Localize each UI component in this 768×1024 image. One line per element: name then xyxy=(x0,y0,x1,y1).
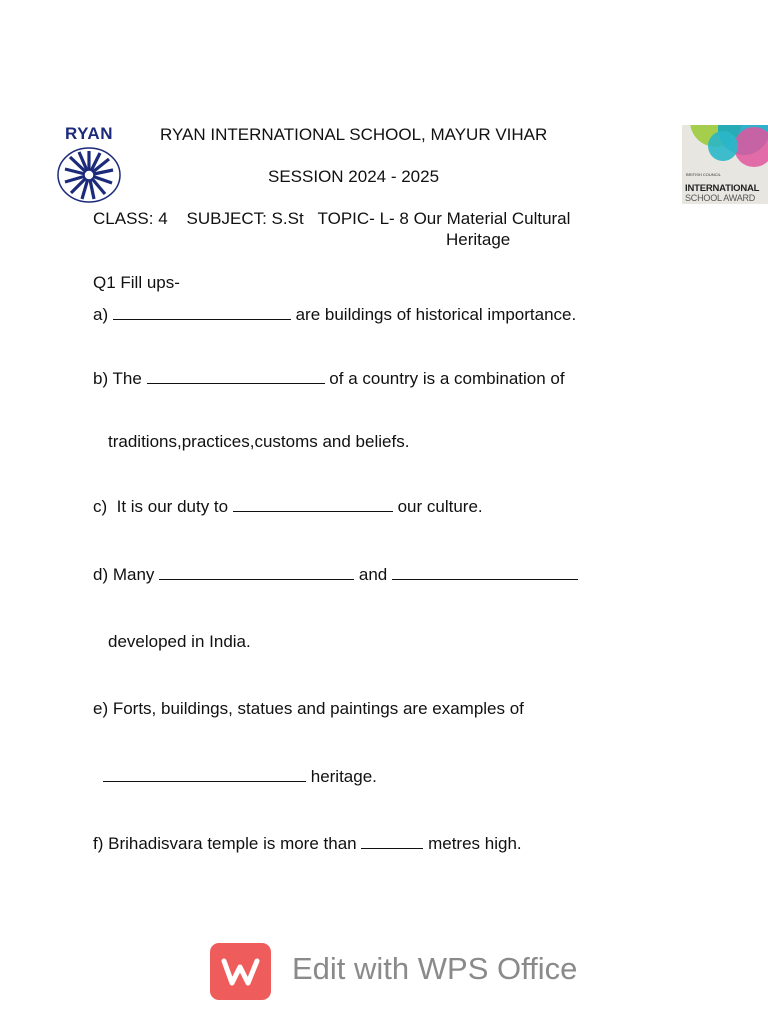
british-council-label: BRITISH COUNCIL xyxy=(686,172,721,177)
question-b-suffix: of a country is a combination of xyxy=(329,369,565,388)
award-line-2: SCHOOL AWARD xyxy=(685,193,756,203)
question-c-suffix: our culture. xyxy=(397,497,483,516)
wps-w-icon xyxy=(210,943,271,1000)
question-b-line2: traditions,practices,customs and beliefs. xyxy=(108,432,410,451)
wps-logo[interactable] xyxy=(210,943,271,1000)
question-c xyxy=(93,497,483,517)
question-f xyxy=(93,834,522,854)
question-a xyxy=(93,305,576,325)
question-d xyxy=(93,565,578,585)
question-a-prefix: a) xyxy=(93,305,109,324)
question-d-line2: developed in India. xyxy=(108,632,251,651)
ryan-logo xyxy=(50,124,128,204)
international-school-award-badge xyxy=(682,125,768,204)
topic-continuation: Heritage xyxy=(446,230,511,249)
question-d-middle: and xyxy=(358,565,388,584)
answer-blank-a[interactable] xyxy=(113,305,291,320)
section-title: Q1 Fill ups- xyxy=(93,273,180,292)
question-f-suffix: metres high. xyxy=(428,834,522,853)
question-e-line1: e) Forts, buildings, statues and paintings are examples of xyxy=(93,699,524,718)
question-f-prefix: f) Brihadisvara temple is more than xyxy=(93,834,357,853)
question-e-suffix: heritage. xyxy=(310,767,377,786)
wps-edit-label[interactable]: Edit with WPS Office xyxy=(292,951,578,986)
answer-blank-d1[interactable] xyxy=(159,565,354,580)
answer-blank-f[interactable] xyxy=(361,834,423,849)
award-line-1: INTERNATIONAL xyxy=(685,183,760,194)
session-label: SESSION 2024 - 2025 xyxy=(268,167,440,186)
question-e-line2 xyxy=(103,767,377,787)
ryan-logo-text: RYAN xyxy=(65,124,113,143)
question-c-prefix: c) It is our duty to xyxy=(93,497,229,516)
question-b-prefix: b) The xyxy=(93,369,142,388)
question-a-suffix: are buildings of historical importance. xyxy=(295,305,577,324)
answer-blank-b[interactable] xyxy=(147,369,325,384)
answer-blank-c[interactable] xyxy=(233,497,393,512)
question-d-prefix: d) Many xyxy=(93,565,155,584)
class-subject-topic: CLASS: 4 SUBJECT: S.St TOPIC- L- 8 Our Material Cultural xyxy=(93,209,571,228)
answer-blank-d2[interactable] xyxy=(392,565,578,580)
question-b xyxy=(93,369,565,389)
answer-blank-e[interactable] xyxy=(103,767,306,782)
school-name: RYAN INTERNATIONAL SCHOOL, MAYUR VIHAR xyxy=(160,125,548,144)
ryan-emblem-icon xyxy=(56,146,122,204)
